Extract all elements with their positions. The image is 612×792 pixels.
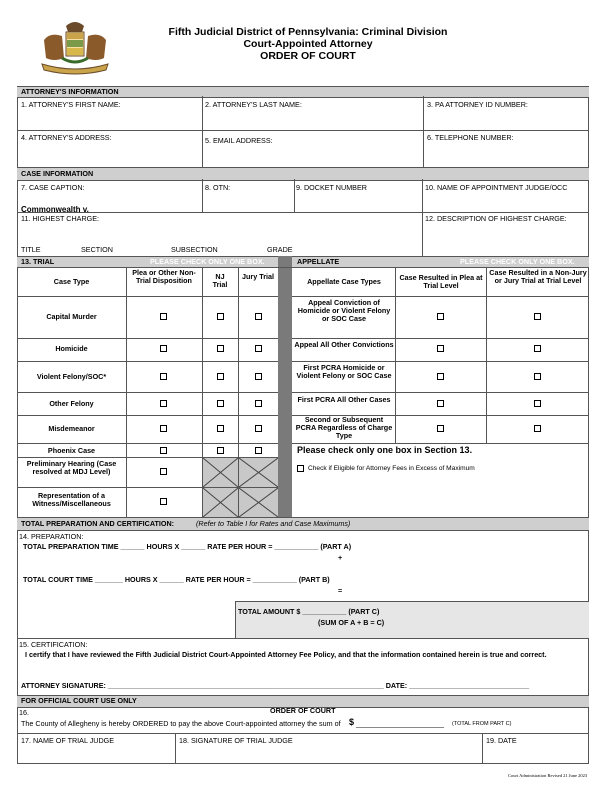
na-cell: [203, 458, 238, 487]
trial-note: PLEASE CHECK ONLY ONE BOX.: [150, 257, 265, 266]
otn-label: 8. OTN:: [205, 183, 231, 192]
order-title: ORDER OF COURT: [270, 706, 336, 715]
divider-bar: [278, 256, 292, 517]
appellate-note: PLEASE CHECK ONLY ONE BOX.: [460, 257, 575, 266]
case-section-header: [17, 167, 589, 181]
highest-charge-label: 11. HIGHEST CHARGE:: [21, 214, 100, 223]
email-label: 5. EMAIL ADDRESS:: [205, 136, 273, 145]
eligible-label: Check if Eligible for Attorney Fees in Excess of Maximum: [308, 465, 475, 472]
trial-header-case-type: Case Type: [53, 277, 90, 286]
appellate-row-label: Appeal Conviction of Homicide or Violent Felony or SOC Case: [297, 298, 391, 323]
docket-label: 9. DOCKET NUMBER: [296, 183, 367, 192]
checkbox-pcra-other-trial[interactable]: [534, 400, 541, 407]
order-dollar: $: [349, 717, 355, 727]
grade-label: GRADE: [267, 245, 293, 254]
total-section-title: TOTAL PREPARATION AND CERTIFICATION:: [21, 519, 175, 528]
checkbox-homicide-nj[interactable]: [217, 345, 224, 352]
trial-row-label: Misdemeanor: [48, 424, 95, 433]
pa-id-label: 3. PA ATTORNEY ID NUMBER:: [427, 100, 528, 109]
checkbox-capital-nj[interactable]: [217, 313, 224, 320]
title-label: TITLE: [21, 245, 41, 254]
checkbox-misdemeanor-plea[interactable]: [160, 425, 167, 432]
prep-line: TOTAL PREPARATION TIME ______ HOURS X ______ RATE PER HOUR = ___________ (PART A): [23, 542, 352, 551]
amount-line: TOTAL AMOUNT $ ___________ (PART C): [238, 607, 380, 616]
checkbox-violent-nj[interactable]: [217, 373, 224, 380]
prep-label: 14. PREPARATION:: [19, 532, 84, 541]
official-num: 16.: [19, 708, 29, 717]
trial-header-jury: Jury Trial: [242, 272, 274, 281]
case-caption-value: Commonwealth v.: [21, 205, 89, 214]
checkbox-preliminary-plea[interactable]: [160, 468, 167, 475]
checkbox-pcra-homicide-trial[interactable]: [534, 373, 541, 380]
appellate-header-plea: Case Resulted in Plea at Trial Level: [399, 273, 483, 290]
trial-title: 13. TRIAL: [21, 257, 55, 266]
checkbox-violent-plea[interactable]: [160, 373, 167, 380]
footer-revision: Court Administration Revised 21 June 2023: [508, 773, 588, 778]
checkbox-pcra-second-trial[interactable]: [534, 425, 541, 432]
checkbox-capital-jury[interactable]: [255, 313, 262, 320]
checkbox-phoenix-jury[interactable]: [255, 447, 262, 454]
checkbox-witness-plea[interactable]: [160, 498, 167, 505]
appellate-row-label: Second or Subsequent PCRA Regardless of Charge Type: [295, 415, 393, 440]
checkbox-felony-plea[interactable]: [160, 400, 167, 407]
header-line3: ORDER OF COURT: [260, 50, 356, 62]
checkbox-pcra-homicide-plea[interactable]: [437, 373, 444, 380]
trial-judge-name-label: 17. NAME OF TRIAL JUDGE: [21, 736, 115, 745]
plus-sign: +: [338, 553, 343, 562]
checkbox-violent-jury[interactable]: [255, 373, 262, 380]
appellate-row-label: Appeal All Other Convictions: [294, 340, 394, 349]
checkbox-homicide-plea[interactable]: [160, 345, 167, 352]
checkbox-appeal-other-trial[interactable]: [534, 345, 541, 352]
attorney-signature-line[interactable]: ATTORNEY SIGNATURE: _____________________________________________________________________ DATE: ______________________________: [21, 681, 530, 690]
checkbox-pcra-second-plea[interactable]: [437, 425, 444, 432]
last-name-label: 2. ATTORNEY'S LAST NAME:: [205, 100, 302, 109]
checkbox-phoenix-nj[interactable]: [217, 447, 224, 454]
na-cell: [239, 488, 278, 517]
appellate-header-trial: Case Resulted in a Non-Jury or Jury Trial at Trial Level: [489, 268, 587, 285]
trial-row-label: Capital Murder: [46, 312, 97, 321]
attorney-section-title: ATTORNEY'S INFORMATION: [21, 87, 119, 96]
date-label: 19. DATE: [486, 736, 517, 745]
header-line1: Fifth Judicial District of Pennsylvania: Criminal Division: [168, 26, 448, 38]
order-total-note: (TOTAL FROM PART C): [452, 721, 512, 727]
checkbox-eligible-excess[interactable]: [297, 465, 304, 472]
appellate-header-type: Appellate Case Types: [307, 277, 381, 286]
official-section-title: FOR OFFICIAL COURT USE ONLY: [21, 696, 137, 705]
appellate-title: APPELLATE: [297, 257, 340, 266]
address-label: 4. ATTORNEY'S ADDRESS:: [21, 133, 112, 142]
order-amount-blank[interactable]: ______________________: [356, 719, 444, 728]
trial-row-label: Phoenix Case: [47, 446, 96, 455]
trial-row-label: Homicide: [55, 344, 88, 353]
trial-header-plea: Plea or Other Non-Trial Disposition: [132, 268, 196, 285]
trial-row-label: Other Felony: [49, 399, 94, 408]
phone-label: 6. TELEPHONE NUMBER:: [427, 133, 514, 142]
case-caption-label: 7. CASE CAPTION:: [21, 183, 85, 192]
subsection-label: SUBSECTION: [171, 245, 218, 254]
checkbox-appeal-homicide-plea[interactable]: [437, 313, 444, 320]
total-section-note: (Refer to Table I for Rates and Case Maximums): [196, 519, 351, 528]
judge-label: 10. NAME OF APPOINTMENT JUDGE/OCC: [425, 183, 568, 192]
section-label: SECTION: [81, 245, 113, 254]
first-name-label: 1. ATTORNEY'S FIRST NAME:: [21, 100, 121, 109]
court-line: TOTAL COURT TIME _______ HOURS X ______ RATE PER HOUR = ___________ (PART B): [23, 575, 330, 584]
na-cell: [239, 458, 278, 487]
description-label: 12. DESCRIPTION OF HIGHEST CHARGE:: [425, 214, 567, 223]
appellate-instruction: Please check only one box in Section 13.: [297, 445, 473, 455]
appellate-row-label: First PCRA All Other Cases: [297, 395, 391, 404]
trial-header-nj: NJ Trial: [212, 272, 228, 289]
certification-text: I certify that I have reviewed the Fifth Judicial District Court-Appointed Attorney Fee Policy, and that the information contained herein is true and correct.: [25, 650, 547, 659]
trial-row-label: Preliminary Hearing (Case resolved at MDJ Level): [26, 459, 117, 476]
checkbox-phoenix-plea[interactable]: [160, 447, 167, 454]
checkbox-pcra-other-plea[interactable]: [437, 400, 444, 407]
checkbox-appeal-homicide-trial[interactable]: [534, 313, 541, 320]
trial-row-label: Representation of a Witness/Miscellaneous: [32, 491, 111, 508]
checkbox-felony-jury[interactable]: [255, 400, 262, 407]
case-section-title: CASE INFORMATION: [21, 169, 94, 178]
pennsylvania-seal: [36, 18, 114, 78]
appellate-row-label: First PCRA Homicide or Violent Felony or SOC Case: [296, 363, 392, 380]
checkbox-misdemeanor-nj[interactable]: [217, 425, 224, 432]
checkbox-homicide-jury[interactable]: [255, 345, 262, 352]
trial-row-label: Violent Felony/SOC*: [36, 372, 107, 381]
sum-line: (SUM OF A + B = C): [318, 618, 385, 627]
na-cell: [203, 488, 238, 517]
checkbox-capital-plea[interactable]: [160, 313, 167, 320]
header-line2: Court-Appointed Attorney: [243, 38, 373, 50]
checkbox-felony-nj[interactable]: [217, 400, 224, 407]
trial-judge-signature-label: 18. SIGNATURE OF TRIAL JUDGE: [179, 736, 293, 745]
checkbox-misdemeanor-jury[interactable]: [255, 425, 262, 432]
equals-sign: =: [338, 586, 343, 595]
order-text: The County of Allegheny is hereby ORDERED to pay the above Court-appointed attorney the sum of: [21, 719, 341, 728]
certification-label: 15. CERTIFICATION:: [19, 640, 88, 649]
checkbox-appeal-other-plea[interactable]: [437, 345, 444, 352]
